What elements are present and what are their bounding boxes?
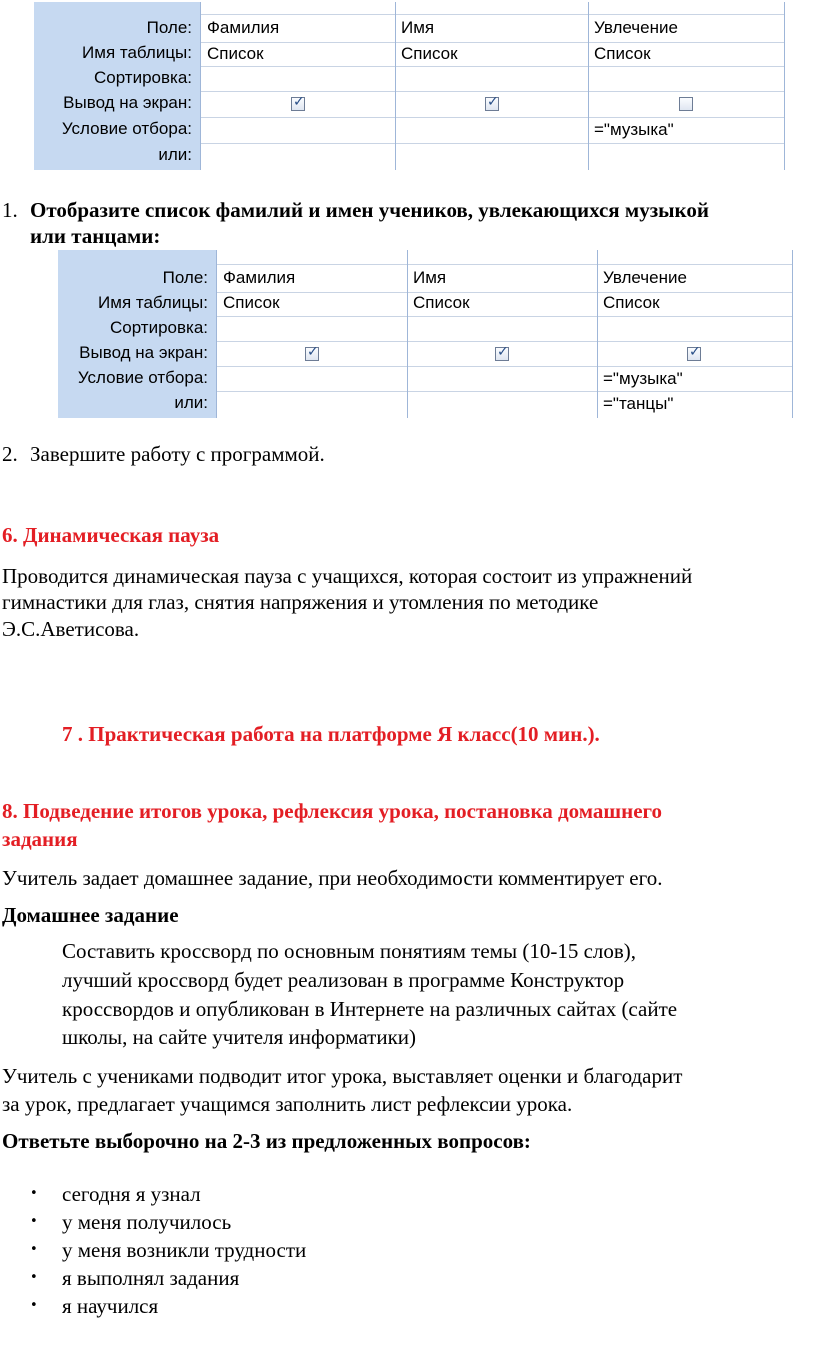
label-show: Вывод на экран: — [63, 93, 192, 112]
bullet-icon: • — [30, 1270, 38, 1285]
show-checkbox[interactable]: ✓ — [487, 94, 499, 110]
design-grid — [200, 2, 785, 170]
section8-heading-line2: задания — [2, 827, 78, 851]
label-sort: Сортировка: — [109, 318, 208, 337]
section8-heading-line1: 8. Подведение итогов урока, рефлексия урока, постановка домашнего — [2, 799, 663, 823]
show-checkbox[interactable]: ✓ — [689, 344, 701, 360]
summary-line1: Учитель с учениками подводит итог урока, выставляет оценки и благодарит — [2, 1064, 683, 1088]
row-labels — [58, 250, 216, 418]
field-cell[interactable]: Увлечение — [594, 18, 678, 37]
query-grid-2 — [58, 250, 792, 418]
label-condition: Условие отбора: — [61, 119, 192, 138]
label-or: или: — [158, 145, 192, 164]
step1-text-line1: Отобразите список фамилий и имен учеников, увлекающихся музыкой — [30, 198, 709, 222]
step1-text-line2: или танцами: — [30, 224, 161, 248]
table-cell[interactable]: Список — [594, 44, 651, 63]
table-cell[interactable]: Список — [207, 44, 264, 63]
list-item: у меня возникли трудности — [62, 1238, 307, 1262]
step2-number: 2. — [2, 442, 18, 466]
field-cell[interactable]: Имя — [413, 268, 447, 287]
field-cell[interactable]: Фамилия — [223, 268, 296, 287]
step2-text: Завершите работу с программой. — [30, 442, 325, 466]
label-sort: Сортировка: — [93, 68, 192, 87]
row-labels — [34, 2, 200, 170]
bullet-icon: • — [30, 1242, 38, 1257]
homework-line2: лучший кроссворд будет реализован в программе Конструктор — [62, 968, 625, 992]
bullet-icon: • — [30, 1186, 38, 1201]
label-or: или: — [174, 393, 208, 412]
section7-heading: 7 . Практическая работа на платформе Я класс(10 мин.). — [62, 722, 600, 746]
table-cell[interactable]: Список — [401, 44, 458, 63]
section6-line3: Э.С.Аветисова. — [2, 617, 140, 641]
label-show: Вывод на экран: — [79, 343, 208, 362]
label-field: Поле: — [146, 18, 192, 37]
design-grid — [216, 250, 793, 418]
show-checkbox[interactable]: ✓ — [497, 344, 509, 360]
bullet-icon: • — [30, 1214, 38, 1229]
field-cell[interactable]: Фамилия — [207, 18, 280, 37]
section6-line1: Проводится динамическая пауза с учащихся, которая состоит из упражнений — [2, 564, 693, 588]
teacher-line: Учитель задает домашнее задание, при необходимости комментирует его. — [2, 866, 663, 890]
summary-line2: за урок, предлагает учащимся заполнить лист рефлексии урока. — [2, 1092, 573, 1116]
query-grid-1 — [34, 2, 784, 170]
label-field: Поле: — [162, 268, 208, 287]
or-cell[interactable]: ="танцы" — [603, 394, 674, 413]
questions-title: Ответьте выборочно на 2-3 из предложенных вопросов: — [2, 1129, 531, 1153]
homework-line1: Составить кроссворд по основным понятиям темы (10-15 слов), — [62, 939, 637, 963]
homework-line3: кроссвордов и опубликован в Интернете на различных сайтах (сайте — [62, 997, 678, 1021]
condition-cell[interactable]: ="музыка" — [594, 120, 674, 139]
list-item: у меня получилось — [62, 1210, 232, 1234]
section6-heading: 6. Динамическая пауза — [2, 523, 220, 547]
label-table: Имя таблицы: — [82, 43, 192, 62]
homework-title: Домашнее задание — [2, 903, 179, 927]
field-cell[interactable]: Имя — [401, 18, 435, 37]
condition-cell[interactable]: ="музыка" — [603, 369, 683, 388]
field-cell[interactable]: Увлечение — [603, 268, 687, 287]
show-checkbox[interactable]: ✓ — [307, 344, 319, 360]
section6-line2: гимнастики для глаз, снятия напряжения и утомления по методике — [2, 590, 599, 614]
homework-line4: школы, на сайте учителя информатики) — [62, 1025, 417, 1049]
label-table: Имя таблицы: — [98, 293, 208, 312]
list-item: я выполнял задания — [62, 1266, 240, 1290]
list-item: сегодня я узнал — [62, 1182, 201, 1206]
bullet-icon: • — [30, 1298, 38, 1313]
show-checkbox[interactable] — [679, 97, 693, 111]
step1-number: 1. — [2, 198, 18, 222]
table-cell[interactable]: Список — [223, 293, 280, 312]
label-condition: Условие отбора: — [77, 368, 208, 387]
list-item: я научился — [62, 1294, 159, 1318]
table-cell[interactable]: Список — [603, 293, 660, 312]
table-cell[interactable]: Список — [413, 293, 470, 312]
show-checkbox[interactable]: ✓ — [293, 94, 305, 110]
